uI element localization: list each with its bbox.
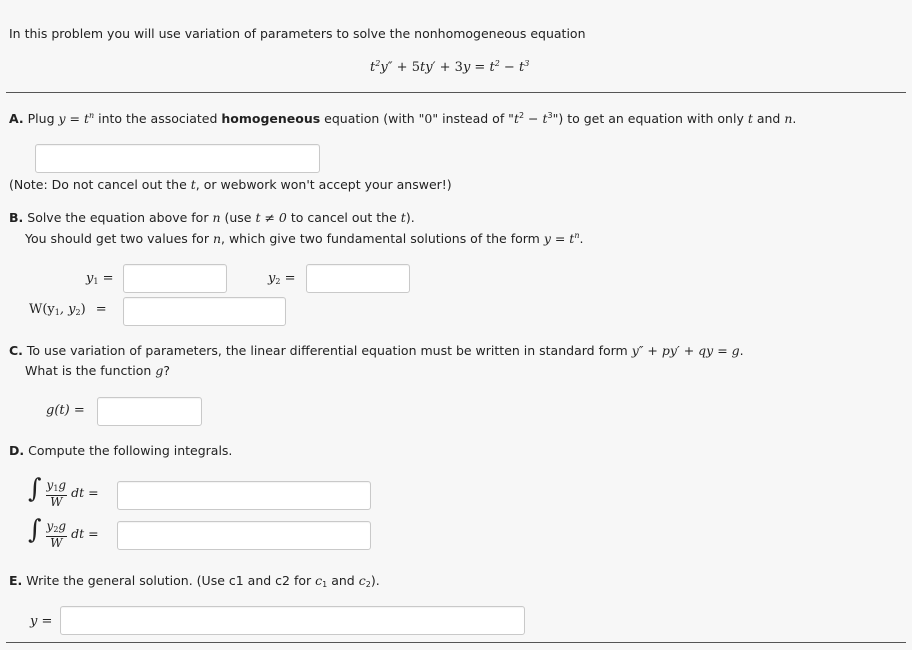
- divider-top: [6, 92, 906, 93]
- part-b-line2: You should get two values for n, which give two fundamental solutions of the form $y = t^n$.: [25, 231, 584, 246]
- g-input[interactable]: [97, 397, 202, 426]
- integral-1-input[interactable]: [117, 481, 371, 510]
- integral-sign-2: ∫: [28, 515, 42, 545]
- y2-label: $y_2$ =: [268, 271, 296, 286]
- y2-input[interactable]: [306, 264, 410, 293]
- part-a-text: A. Plug $y = t^n$ into the associated homogeneous equation (with "0" instead of "$t^2$ − $t^3$") to get an equation with only t and n.: [9, 111, 797, 126]
- general-solution-label: y =: [30, 614, 53, 629]
- divider-bottom: [6, 642, 906, 643]
- general-solution-input[interactable]: [60, 606, 525, 635]
- part-b-text: B. Solve the equation above for n (use t ≠ 0 to cancel out the t).: [9, 210, 415, 225]
- intro-text: In this problem you will use variation of parameters to solve the nonhomogeneous equation: [9, 26, 586, 41]
- wronskian-label: $W(y_1$, $y_2$) =: [29, 302, 107, 317]
- answer-a-input[interactable]: [35, 144, 320, 173]
- integral-2-input[interactable]: [117, 521, 371, 550]
- part-c-text: C. To use variation of parameters, the linear differential equation must be written in standard form y″ + py′ + qy = g.: [9, 343, 744, 358]
- y1-label: $y_1$ =: [86, 271, 114, 286]
- integral-2-label: ∫ $\frac{y_2g}{W}$ dt =: [28, 515, 99, 550]
- integral-sign-1: ∫: [28, 474, 42, 504]
- y1-input[interactable]: [123, 264, 227, 293]
- g-label: g(t) =: [46, 403, 85, 418]
- main-equation: $t^2y'' + 5ty' + 3y = t^2 - t^3$: [370, 59, 530, 75]
- wronskian-input[interactable]: [123, 297, 286, 326]
- part-c-line2: What is the function g?: [25, 363, 170, 378]
- part-d-text: D. Compute the following integrals.: [9, 443, 233, 458]
- integral-1-label: ∫ $\frac{y_1g}{W}$ dt =: [28, 474, 99, 509]
- part-a-note: (Note: Do not cancel out the t, or webwork won't accept your answer!): [9, 177, 452, 192]
- part-e-text: E. Write the general solution. (Use c1 and c2 for $c_1$ and $c_2$).: [9, 573, 380, 589]
